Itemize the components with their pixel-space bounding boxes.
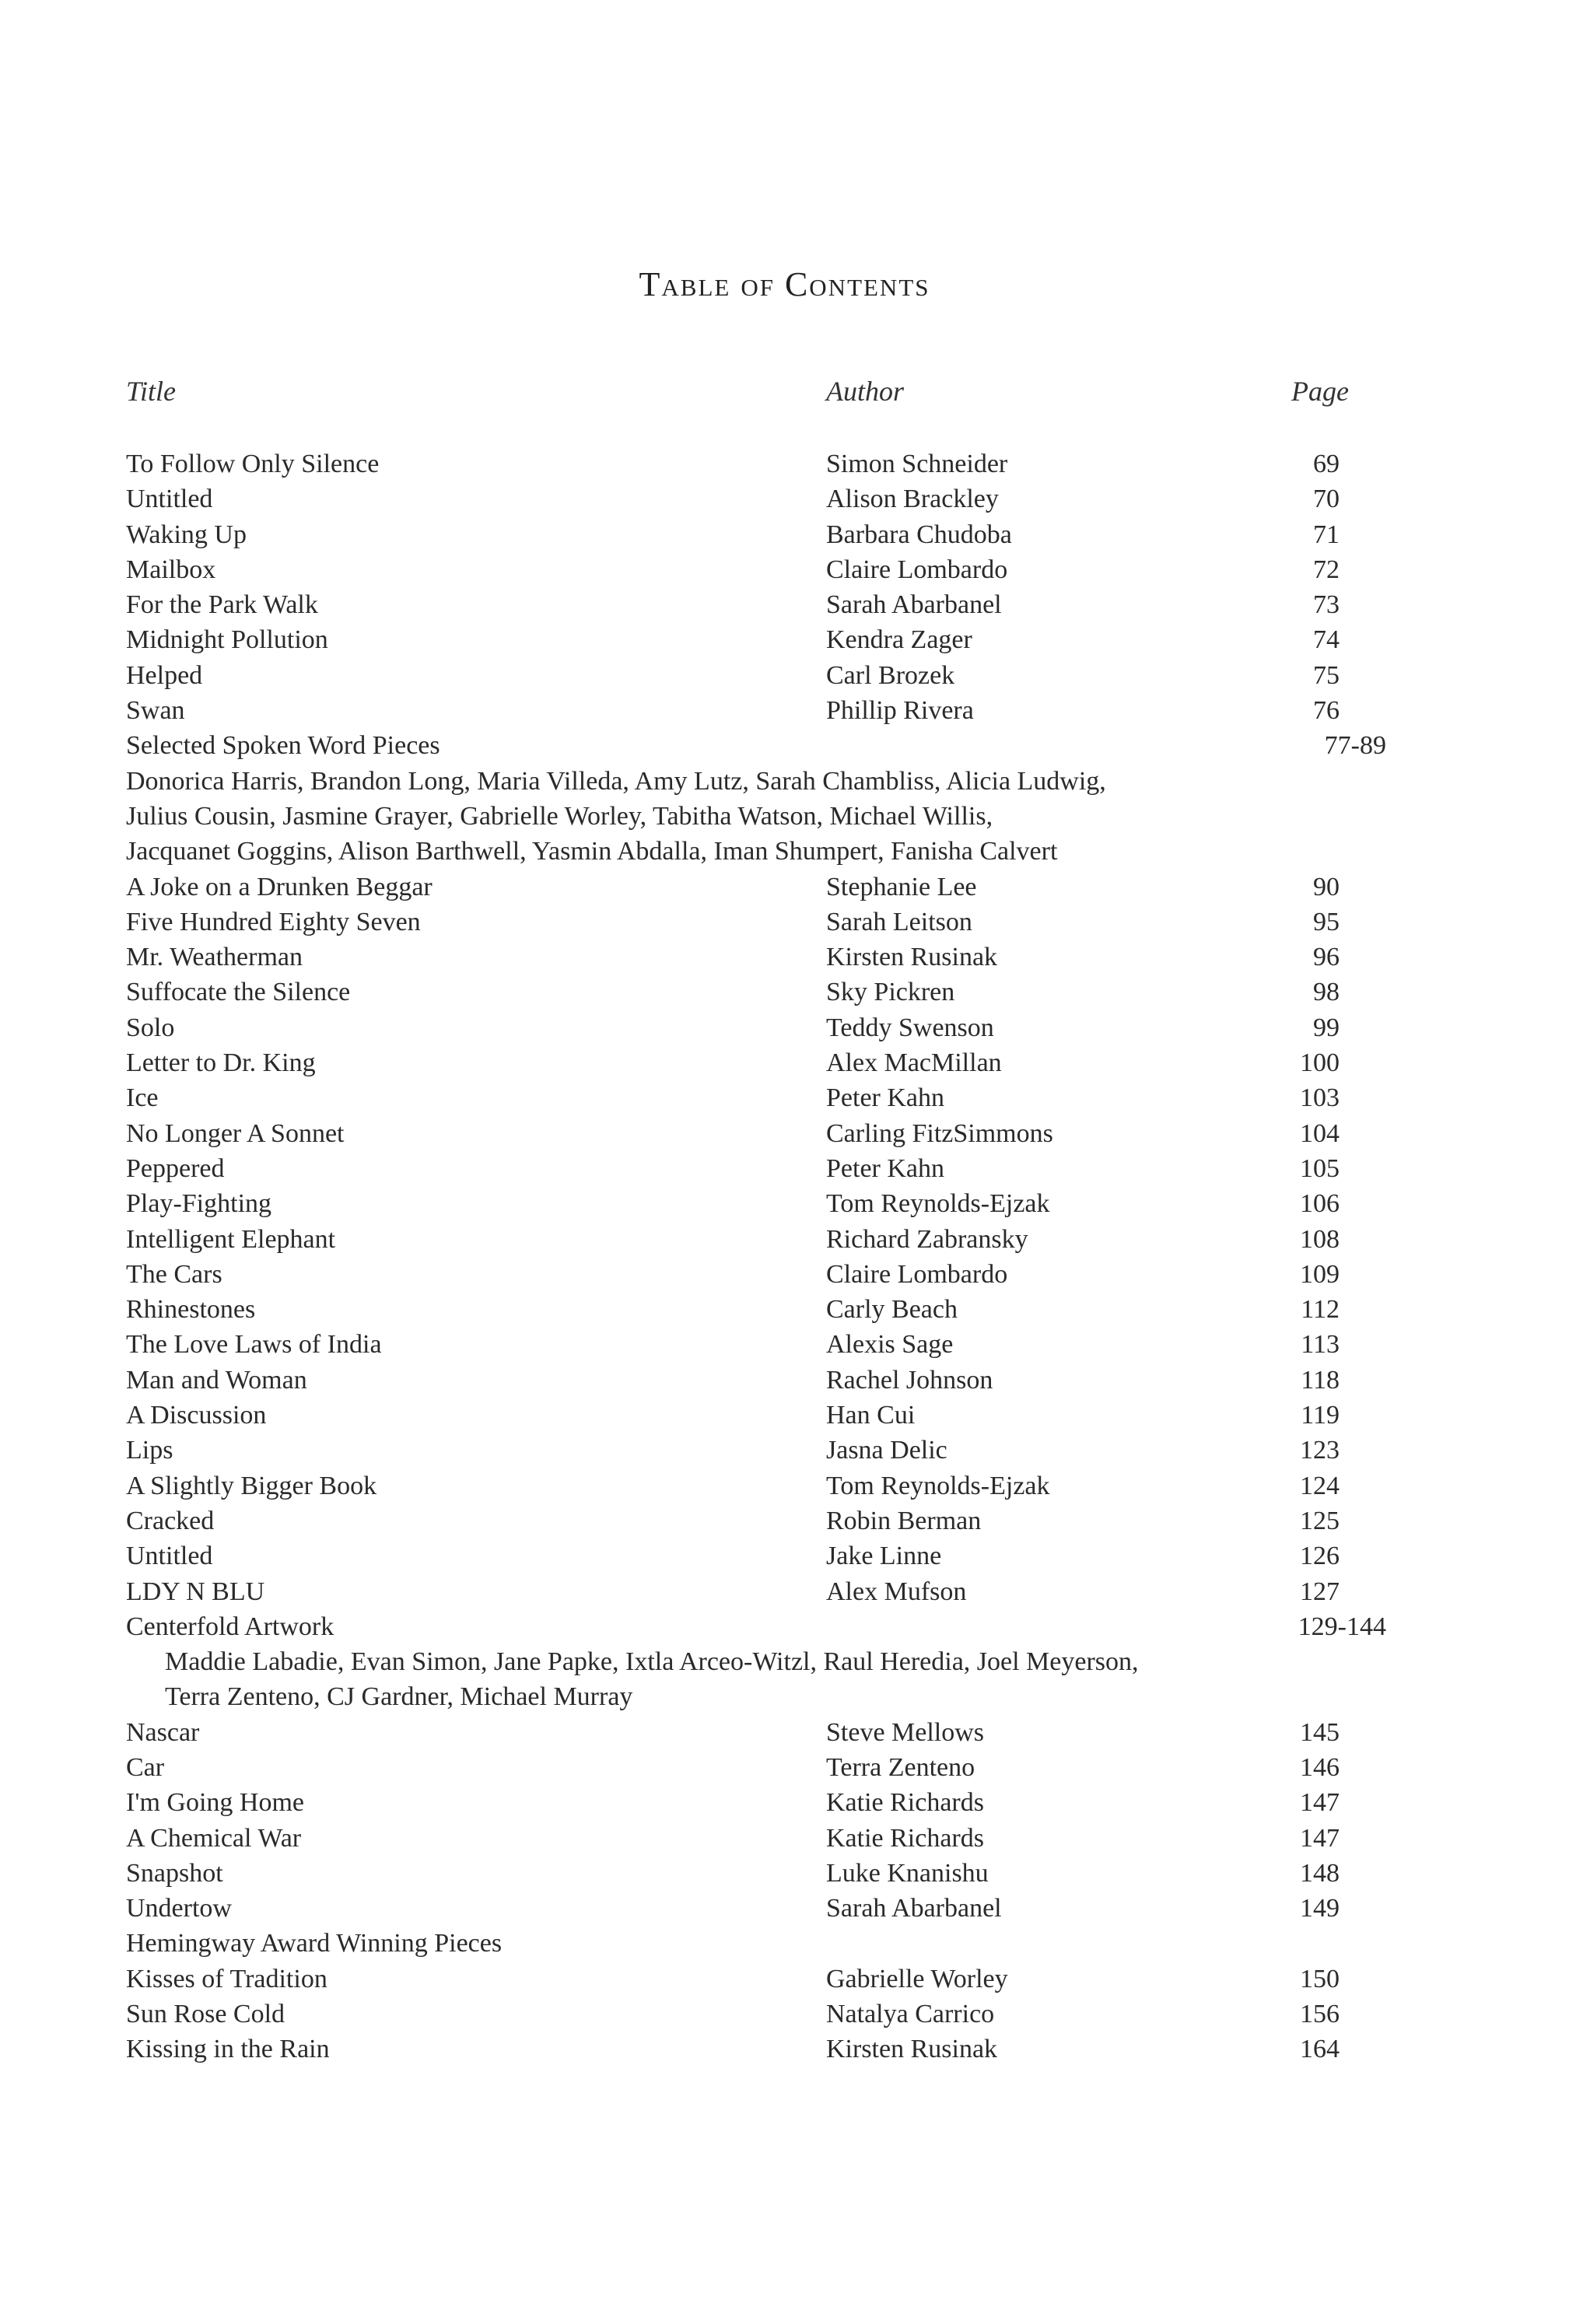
entry-title: Solo xyxy=(126,1013,175,1042)
entry-title: Sun Rose Cold xyxy=(126,2000,285,2029)
entry-page: 126 xyxy=(1300,1542,1340,1571)
entry-page: 146 xyxy=(1300,1752,1340,1782)
toc-entry xyxy=(126,1750,1402,1785)
toc-entry xyxy=(126,940,1402,975)
entry-page: 119 xyxy=(1301,1401,1340,1430)
column-header-title: Title xyxy=(126,376,177,407)
entry-title: No Longer A Sonnet xyxy=(126,1118,345,1148)
entry-title: LDY N BLU xyxy=(126,1577,265,1606)
entry-title: Midnight Pollution xyxy=(126,625,328,655)
entry-title: For the Park Walk xyxy=(126,590,318,620)
entry-page: 72 xyxy=(1313,555,1340,584)
toc-entry xyxy=(126,1468,1402,1503)
entry-page: 71 xyxy=(1313,520,1340,549)
toc-entry xyxy=(126,1433,1402,1468)
entry-author: Katie Richards xyxy=(826,1823,984,1853)
entry-author: Steve Mellows xyxy=(826,1717,985,1747)
entry-title: Swan xyxy=(126,696,185,726)
entry-page: 95 xyxy=(1313,907,1340,936)
toc-entry xyxy=(126,587,1402,622)
toc-entry xyxy=(126,1926,1402,1961)
entry-author: Alex Mufson xyxy=(826,1577,967,1606)
toc-entry xyxy=(126,834,1402,869)
toc-entry xyxy=(126,1080,1402,1115)
entry-page: 112 xyxy=(1301,1295,1340,1325)
toc-entry xyxy=(126,1151,1402,1186)
entry-page: 148 xyxy=(1300,1858,1340,1888)
entry-title: The Cars xyxy=(126,1259,222,1289)
toc-entry xyxy=(126,1186,1402,1221)
toc-entry xyxy=(126,446,1402,481)
entry-author: Katie Richards xyxy=(826,1788,984,1818)
toc-entry xyxy=(126,905,1402,940)
entry-author: Rachel Johnson xyxy=(826,1365,993,1395)
toc-entry xyxy=(126,2032,1402,2067)
entry-title: Centerfold Artwork xyxy=(126,1612,334,1641)
entry-author: Kirsten Rusinak xyxy=(826,943,998,972)
entry-page: 124 xyxy=(1300,1471,1340,1500)
entry-author: Natalya Carrico xyxy=(826,2000,995,2029)
entry-title: The Love Laws of India xyxy=(126,1330,382,1360)
toc-entry xyxy=(126,1715,1402,1750)
entry-title: Mailbox xyxy=(126,555,216,584)
entry-title: A Chemical War xyxy=(126,1823,302,1853)
column-header-author: Author xyxy=(826,376,905,407)
entry-page: 127 xyxy=(1300,1577,1340,1606)
toc-entry xyxy=(126,1891,1402,1926)
entry-author: Claire Lombardo xyxy=(826,555,1008,584)
toc-entry xyxy=(126,622,1402,657)
entry-page: 103 xyxy=(1300,1083,1340,1113)
entry-author: Simon Schneider xyxy=(826,450,1008,478)
toc-entry xyxy=(126,1962,1402,1997)
entry-page: 118 xyxy=(1301,1365,1340,1395)
toc-entry xyxy=(126,1609,1402,1644)
entry-title: Five Hundred Eighty Seven xyxy=(126,907,421,936)
entry-author: Peter Kahn xyxy=(826,1153,945,1183)
entry-title: Terra Zenteno, CJ Gardner, Michael Murray xyxy=(165,1682,633,1712)
toc-list xyxy=(126,446,1402,2067)
entry-author: Stephanie Lee xyxy=(826,872,977,901)
entry-author: Alex MacMillan xyxy=(826,1048,1002,1078)
toc-entry xyxy=(126,728,1402,763)
page-title: Table of Contents xyxy=(639,265,930,303)
toc-entry xyxy=(126,764,1402,799)
toc-entry xyxy=(126,693,1402,728)
entry-page: 70 xyxy=(1313,485,1340,514)
entry-author: Carling FitzSimmons xyxy=(826,1118,1053,1148)
entry-page: 99 xyxy=(1313,1013,1340,1042)
entry-title: Play-Fighting xyxy=(126,1189,272,1219)
entry-author: Tom Reynolds-Ejzak xyxy=(826,1189,1050,1219)
toc-entry xyxy=(126,552,1402,587)
toc-entry xyxy=(126,1010,1402,1045)
entry-author: Richard Zabransky xyxy=(826,1224,1028,1254)
toc-entry xyxy=(126,1292,1402,1327)
entry-page: 105 xyxy=(1300,1153,1340,1183)
entry-page: 69 xyxy=(1313,450,1340,478)
entry-page: 98 xyxy=(1313,978,1340,1007)
entry-page: 113 xyxy=(1301,1330,1340,1360)
toc-entry xyxy=(126,481,1402,516)
entry-author: Kendra Zager xyxy=(826,625,972,655)
entry-title: Letter to Dr. King xyxy=(126,1048,316,1078)
entry-title: Donorica Harris, Brandon Long, Maria Villeda, Amy Lutz, Sarah Chambliss, Alicia Ludwig, xyxy=(126,766,1106,796)
entry-title: Mr. Weatherman xyxy=(126,943,303,972)
entry-author: Jake Linne xyxy=(826,1542,942,1571)
entry-page: 156 xyxy=(1300,2000,1340,2029)
entry-page: 100 xyxy=(1300,1048,1340,1078)
toc-entry xyxy=(126,1222,1402,1257)
entry-title: Selected Spoken Word Pieces xyxy=(126,731,440,761)
entry-author: Han Cui xyxy=(826,1401,916,1430)
entry-author: Carl Brozek xyxy=(826,660,955,690)
entry-author: Alison Brackley xyxy=(826,485,999,514)
entry-title: Untitled xyxy=(126,1542,213,1571)
entry-title: Hemingway Award Winning Pieces xyxy=(126,1929,503,1958)
entry-author: Kirsten Rusinak xyxy=(826,2035,998,2064)
entry-page: 104 xyxy=(1300,1118,1340,1148)
toc-entry xyxy=(126,1398,1402,1433)
toc-entry xyxy=(126,1116,1402,1151)
toc-entry xyxy=(126,1679,1402,1714)
entry-title: A Slightly Bigger Book xyxy=(126,1471,377,1500)
toc-entry xyxy=(126,658,1402,693)
entry-page: 75 xyxy=(1313,660,1340,690)
entry-title: A Joke on a Drunken Beggar xyxy=(126,872,433,901)
entry-page: 108 xyxy=(1300,1224,1340,1254)
toc-entry xyxy=(126,517,1402,552)
toc-entry xyxy=(126,1503,1402,1538)
toc-entry xyxy=(126,1785,1402,1820)
entry-title: A Discussion xyxy=(126,1401,267,1430)
entry-title: Ice xyxy=(126,1083,159,1113)
toc-entry xyxy=(126,1045,1402,1080)
entry-page: 76 xyxy=(1313,696,1340,726)
toc-entry xyxy=(126,1538,1402,1573)
entry-author: Tom Reynolds-Ejzak xyxy=(826,1471,1050,1500)
entry-title: Jacquanet Goggins, Alison Barthwell, Yasmin Abdalla, Iman Shumpert, Fanisha Calvert xyxy=(126,837,1058,866)
toc-entry xyxy=(126,1856,1402,1891)
entry-page: 149 xyxy=(1300,1894,1340,1923)
toc-entry xyxy=(126,870,1402,905)
entry-page: 77-89 xyxy=(1324,731,1386,761)
entry-page: 123 xyxy=(1300,1436,1340,1465)
entry-title: Peppered xyxy=(126,1153,225,1183)
entry-title: Undertow xyxy=(126,1894,232,1923)
entry-title: Helped xyxy=(126,660,203,690)
toc-entry xyxy=(126,1327,1402,1362)
entry-author: Sarah Leitson xyxy=(826,907,972,936)
entry-title: Nascar xyxy=(126,1717,200,1747)
entry-author: Gabrielle Worley xyxy=(826,1964,1008,1993)
entry-title: Julius Cousin, Jasmine Grayer, Gabrielle Worley, Tabitha Watson, Michael Willis, xyxy=(126,801,993,831)
entry-page: 73 xyxy=(1313,590,1340,620)
entry-page: 147 xyxy=(1300,1788,1340,1818)
entry-page: 106 xyxy=(1300,1189,1340,1219)
entry-author: Alexis Sage xyxy=(826,1330,954,1360)
entry-author: Luke Knanishu xyxy=(826,1858,989,1888)
entry-title: To Follow Only Silence xyxy=(126,450,380,478)
toc-entry xyxy=(126,1574,1402,1609)
entry-page: 129-144 xyxy=(1298,1612,1386,1641)
entry-title: Rhinestones xyxy=(126,1295,256,1325)
entry-author: Carly Beach xyxy=(826,1295,958,1325)
entry-title: Car xyxy=(126,1752,165,1782)
entry-page: 90 xyxy=(1313,872,1340,901)
entry-author: Jasna Delic xyxy=(826,1436,947,1465)
entry-title: Intelligent Elephant xyxy=(126,1224,336,1254)
toc-entry xyxy=(126,975,1402,1010)
entry-author: Claire Lombardo xyxy=(826,1259,1008,1289)
entry-author: Sarah Abarbanel xyxy=(826,590,1002,620)
entry-author: Terra Zenteno xyxy=(826,1752,975,1782)
toc-entry xyxy=(126,1363,1402,1398)
entry-page: 74 xyxy=(1313,625,1340,655)
entry-title: Kissing in the Rain xyxy=(126,2035,330,2064)
entry-author: Robin Berman xyxy=(826,1506,982,1535)
entry-page: 164 xyxy=(1300,2035,1340,2064)
entry-title: Lips xyxy=(126,1436,173,1465)
entry-title: Waking Up xyxy=(126,520,247,549)
entry-title: Untitled xyxy=(126,485,213,514)
entry-page: 109 xyxy=(1300,1259,1340,1289)
entry-title: Cracked xyxy=(126,1506,215,1535)
toc-entry xyxy=(126,1644,1402,1679)
entry-title: Kisses of Tradition xyxy=(126,1964,327,1993)
entry-author: Phillip Rivera xyxy=(826,696,974,726)
entry-title: Maddie Labadie, Evan Simon, Jane Papke, Ixtla Arceo-Witzl, Raul Heredia, Joel Meyerson, xyxy=(165,1647,1139,1677)
toc-entry xyxy=(126,1997,1402,2032)
entry-author: Barbara Chudoba xyxy=(826,520,1012,549)
toc-entry xyxy=(126,799,1402,834)
entry-title: I'm Going Home xyxy=(126,1788,304,1818)
entry-title: Suffocate the Silence xyxy=(126,978,351,1007)
entry-page: 150 xyxy=(1300,1964,1340,1993)
toc-entry xyxy=(126,1257,1402,1292)
entry-author: Teddy Swenson xyxy=(826,1013,994,1042)
entry-page: 147 xyxy=(1300,1823,1340,1853)
entry-page: 125 xyxy=(1300,1506,1340,1535)
toc-entry xyxy=(126,1821,1402,1856)
entry-title: Man and Woman xyxy=(126,1365,307,1395)
entry-title: Snapshot xyxy=(126,1858,223,1888)
entry-page: 145 xyxy=(1300,1717,1340,1747)
column-header-page: Page xyxy=(1291,376,1349,407)
entry-page: 96 xyxy=(1313,943,1340,972)
entry-author: Peter Kahn xyxy=(826,1083,945,1113)
entry-author: Sarah Abarbanel xyxy=(826,1894,1002,1923)
entry-author: Sky Pickren xyxy=(826,978,955,1007)
